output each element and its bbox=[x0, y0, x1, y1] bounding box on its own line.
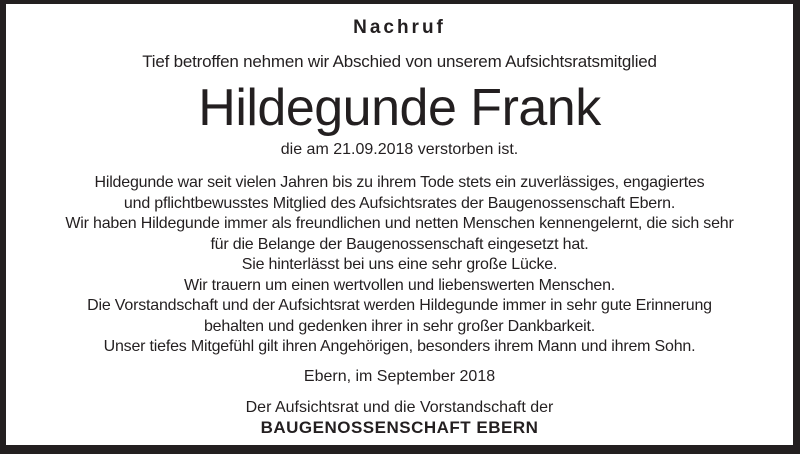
memorial-text-line: Sie hinterlässt bei uns eine sehr große Lücke. bbox=[241, 256, 558, 273]
memorial-text bbox=[6, 173, 793, 358]
memorial-text-line: für die Belange der Baugenossenschaft eingesetzt hat. bbox=[210, 235, 589, 253]
intro-line: Tief betroffen nehmen wir Abschied von unserem Aufsichtsratsmitglied bbox=[142, 52, 657, 71]
organization-name: BAUGENOSSENSCHAFT EBERN bbox=[260, 417, 539, 437]
deceased-name: Hildegunde Frank bbox=[198, 79, 601, 137]
closing-block bbox=[6, 398, 793, 438]
memorial-text-line: Hildegunde war seit vielen Jahren bis zu ihrem Tode stets ein zuverlässiges, engagiertes bbox=[94, 174, 705, 191]
death-date-line: die am 21.09.2018 verstorben ist. bbox=[280, 141, 519, 158]
memorial-text-line: Die Vorstandschaft und der Aufsichtsrat werden Hildegunde immer in sehr gute Erinnerung bbox=[87, 297, 712, 314]
memorial-text-line: Wir haben Hildegunde immer als freundlichen und netten Menschen kennengelernt, die sich sehr bbox=[65, 215, 734, 232]
notice-header: Nachruf bbox=[353, 17, 446, 38]
memorial-text-line: Unser tiefes Mitgefühl gilt ihren Angehörigen, besonders ihrem Mann und ihrem Sohn. bbox=[103, 338, 696, 355]
closing-signatories: Der Aufsichtsrat und die Vorstandschaft der bbox=[245, 398, 554, 416]
place-date-line: Ebern, im September 2018 bbox=[303, 367, 496, 385]
memorial-text-line: und pflichtbewusstes Mitglied des Aufsichtsrates der Baugenossenschaft Ebern. bbox=[123, 194, 676, 212]
memorial-text-line: behalten und gedenken ihrer in sehr großer Dankbarkeit. bbox=[203, 317, 596, 335]
memorial-text-line: Wir trauern um einen wertvollen und liebenswerten Menschen. bbox=[183, 276, 616, 294]
